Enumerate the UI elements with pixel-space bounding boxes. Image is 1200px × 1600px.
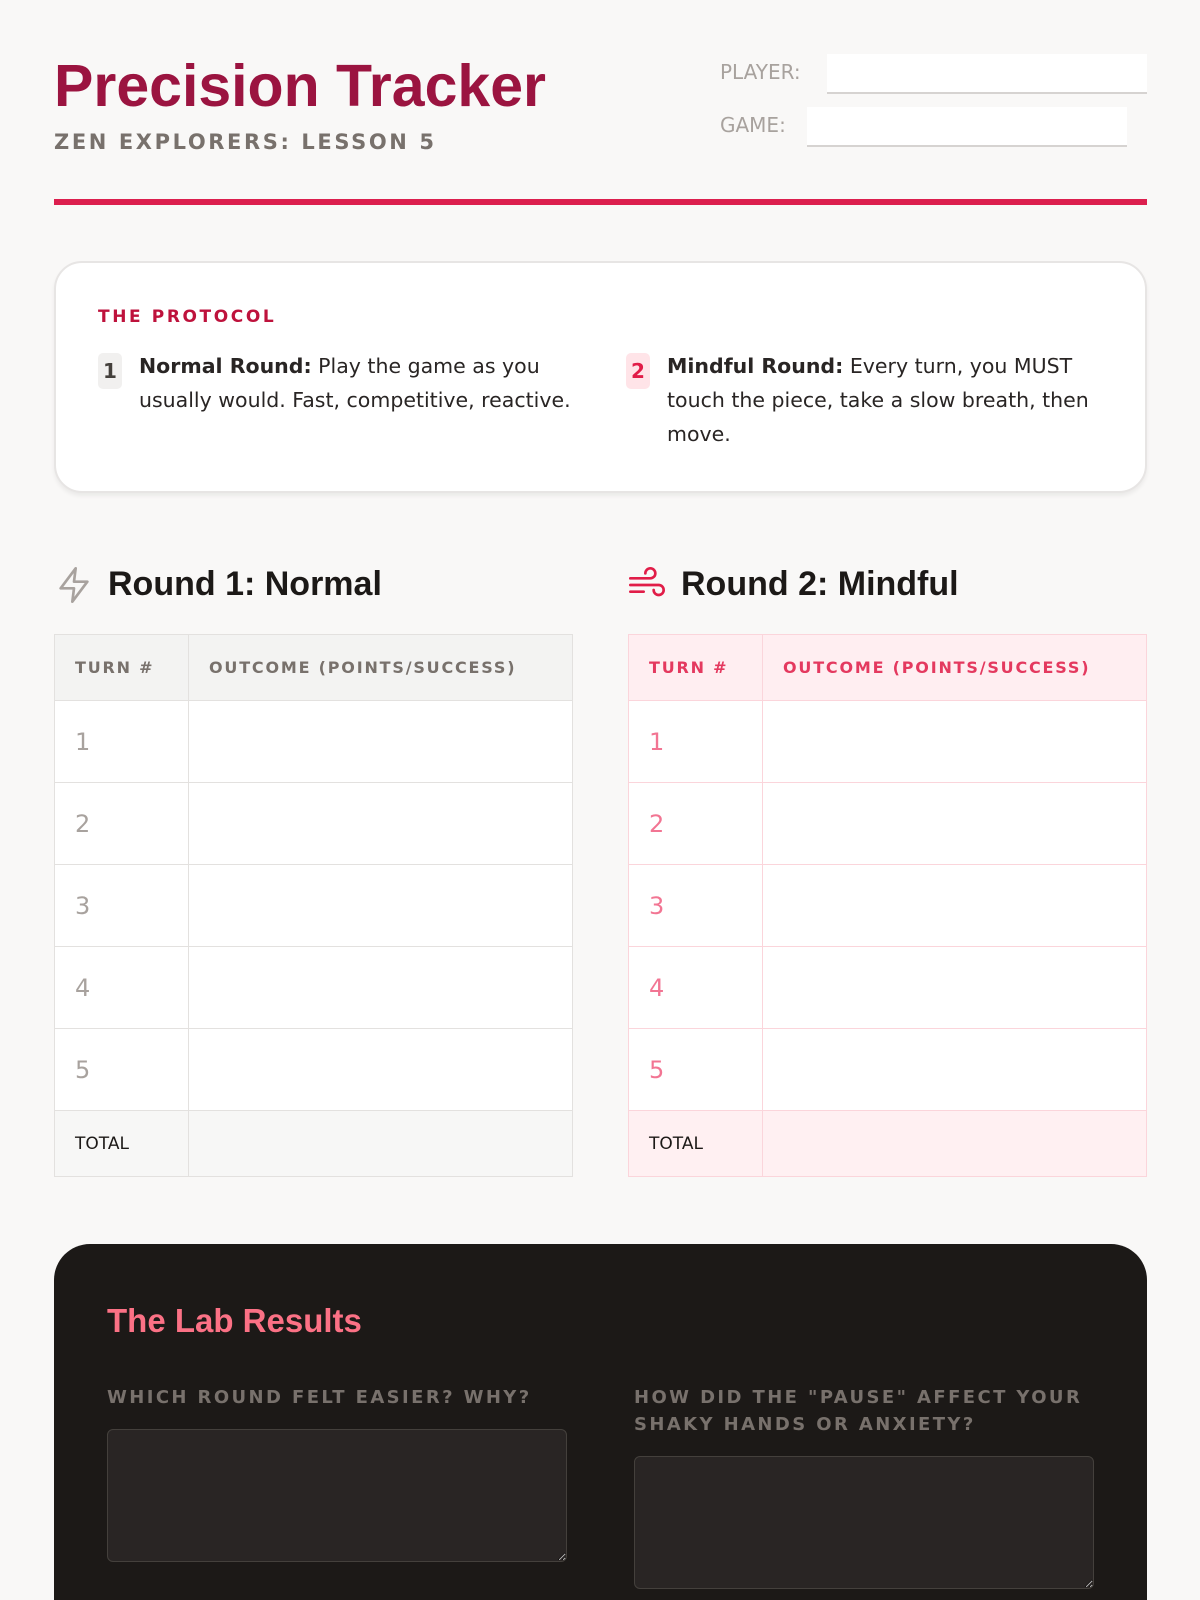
- lab-title: The Lab Results: [107, 1302, 362, 1339]
- turn-column-header: TURN #: [629, 635, 763, 701]
- round-1-table: [54, 634, 573, 1177]
- round-1-header: [54, 559, 573, 611]
- question-label: HOW DID THE "PAUSE" AFFECT YOUR SHAKY HANDS OR ANXIETY?: [634, 1387, 1083, 1435]
- reflection-question: [107, 1384, 577, 1566]
- turn-number: 1: [55, 701, 189, 783]
- page-title: Precision Tracker: [54, 53, 546, 119]
- outcome-cell[interactable]: [189, 783, 573, 865]
- total-label: TOTAL: [629, 1111, 763, 1177]
- total-cell[interactable]: [763, 1111, 1147, 1177]
- step-label: Mindful Round:: [667, 354, 844, 378]
- game-label: GAME:: [720, 113, 786, 137]
- table-row: [55, 701, 573, 783]
- reflection-question: [634, 1384, 1104, 1593]
- step-label: Normal Round:: [139, 354, 312, 378]
- turn-number: 5: [55, 1029, 189, 1111]
- turn-number: 1: [629, 701, 763, 783]
- table-row: [629, 1029, 1147, 1111]
- table-row: [55, 947, 573, 1029]
- protocol-card: [54, 261, 1147, 493]
- outcome-cell[interactable]: [189, 865, 573, 947]
- table-row: [55, 1029, 573, 1111]
- step-text: [667, 349, 1107, 451]
- turn-column-header: TURN #: [55, 635, 189, 701]
- protocol-title: THE PROTOCOL: [98, 307, 277, 327]
- worksheet-header: [54, 0, 1147, 207]
- game-input[interactable]: [807, 107, 1127, 147]
- outcome-cell[interactable]: [189, 701, 573, 783]
- total-cell[interactable]: [189, 1111, 573, 1177]
- outcome-cell[interactable]: [763, 947, 1147, 1029]
- turn-number: 4: [55, 947, 189, 1029]
- answer-box[interactable]: [634, 1456, 1094, 1589]
- turn-number: 4: [629, 947, 763, 1029]
- outcome-cell[interactable]: [763, 701, 1147, 783]
- outcome-column-header: OUTCOME (POINTS/SUCCESS): [763, 635, 1147, 701]
- player-input[interactable]: [827, 54, 1147, 94]
- lightning-icon: [54, 565, 94, 605]
- outcome-cell[interactable]: [189, 1029, 573, 1111]
- header-divider: [54, 199, 1147, 205]
- total-row: [55, 1111, 573, 1177]
- step-description: Every turn, you MUST touch the piece, take a slow breath, then move.: [667, 354, 1089, 446]
- table-row: [629, 865, 1147, 947]
- outcome-cell[interactable]: [763, 783, 1147, 865]
- turn-number: 2: [55, 783, 189, 865]
- lab-results-panel: [54, 1244, 1147, 1600]
- turn-number: 5: [629, 1029, 763, 1111]
- step-description: Play the game as you usually would. Fast, competitive, reactive.: [139, 354, 571, 412]
- page-subtitle: ZEN EXPLORERS: LESSON 5: [54, 130, 437, 154]
- turn-number: 3: [55, 865, 189, 947]
- step-text: [139, 349, 609, 417]
- outcome-column-header: OUTCOME (POINTS/SUCCESS): [189, 635, 573, 701]
- table-row: [629, 783, 1147, 865]
- outcome-cell[interactable]: [189, 947, 573, 1029]
- round-2-table: [628, 634, 1147, 1177]
- outcome-cell[interactable]: [763, 1029, 1147, 1111]
- step-number: 1: [98, 353, 122, 389]
- wind-icon: [627, 565, 667, 605]
- step-number: 2: [626, 353, 650, 389]
- question-label: WHICH ROUND FELT EASIER? WHY?: [107, 1387, 532, 1408]
- player-label: PLAYER:: [720, 60, 801, 84]
- round-1-title: Round 1: Normal: [108, 565, 382, 603]
- outcome-cell[interactable]: [763, 865, 1147, 947]
- table-row: [629, 701, 1147, 783]
- answer-box[interactable]: [107, 1429, 567, 1562]
- total-row: [629, 1111, 1147, 1177]
- round-2-title: Round 2: Mindful: [681, 565, 959, 603]
- round-2-header: [627, 559, 1146, 611]
- turn-number: 3: [629, 865, 763, 947]
- table-row: [55, 783, 573, 865]
- table-row: [55, 865, 573, 947]
- table-row: [629, 947, 1147, 1029]
- turn-number: 2: [629, 783, 763, 865]
- total-label: TOTAL: [55, 1111, 189, 1177]
